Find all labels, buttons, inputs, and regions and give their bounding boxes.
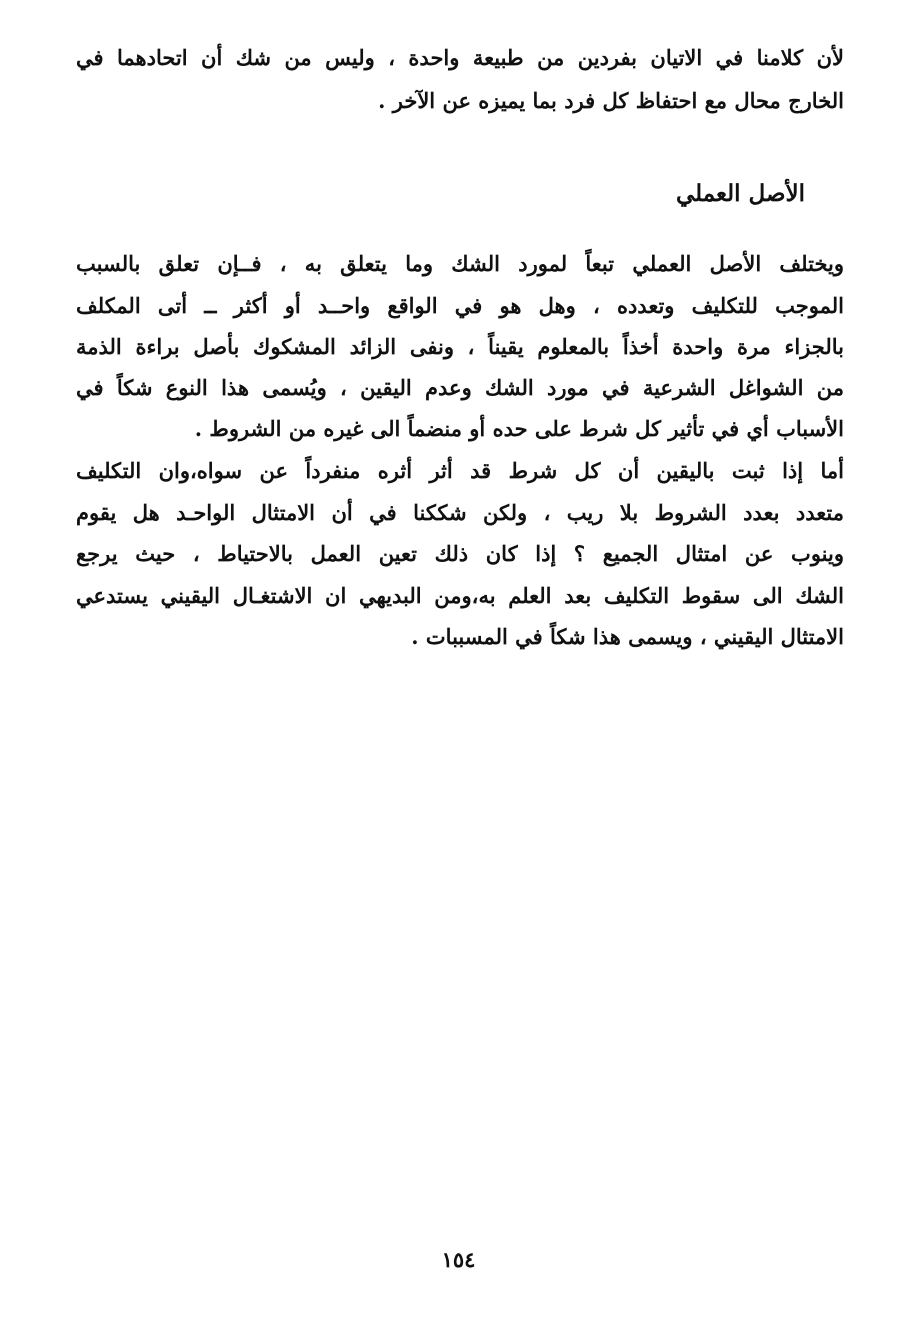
paragraph-2-line-3: وينوب عن امتثال الجميع ؟ إذا كان ذلك تعين العمل بالاحتياط ، حيث يرجع bbox=[76, 541, 844, 566]
paragraph-2-line-5: الامتثال اليقيني ، ويسمى هذا شكاً في المسببات . bbox=[411, 624, 844, 649]
paragraph-1-line-5: الأسباب أي في تأثير كل شرط على حده أو منضماً الى غيره من الشروط . bbox=[194, 416, 844, 441]
section-heading: الأصل العملي bbox=[675, 180, 805, 207]
paragraph-1-line-1: ويختلف الأصل العملي تبعاً لمورد الشك وما يتعلق به ، فــإن تعلق بالسبب bbox=[76, 251, 844, 276]
paragraph-1-line-3: بالجزاء مرة واحدة أخذاً بالمعلوم يقيناً ، ونفى الزائد المشكوك بأصل براءة الذمة bbox=[76, 334, 844, 359]
paragraph-2-line-4: الشك الى سقوط التكليف بعد العلم به،ومن البديهي ان الاشتغـال اليقيني يستدعي bbox=[76, 583, 844, 608]
paragraph-2-line-2: متعدد بعدد الشروط بلا ريب ، ولكن شككنا في أن الامتثال الواحـد هل يقوم bbox=[76, 500, 844, 525]
intro-line-2: الخارج محال مع احتفاظ كل فرد بما يميزه عن الآخر . bbox=[378, 88, 844, 113]
intro-line-1: لأن كلامنا في الاتيان بفردين من طبيعة واحدة ، وليس من شك أن اتحادهما في bbox=[76, 45, 844, 70]
paragraph-1-line-2: الموجب للتكليف وتعدده ، وهل هو في الواقع واحــد أو أكثر ــ أتى المكلف bbox=[76, 293, 844, 318]
page-number: ١٥٤ bbox=[441, 1247, 476, 1272]
paragraph-2-line-1: أما إذا ثبت باليقين أن كل شرط قد أثر أثره منفرداً عن سواه،وان التكليف bbox=[76, 458, 844, 483]
paragraph-1-line-4: من الشواغل الشرعية في مورد الشك وعدم اليقين ، ويُسمى هذا النوع شكاً في bbox=[76, 375, 844, 400]
